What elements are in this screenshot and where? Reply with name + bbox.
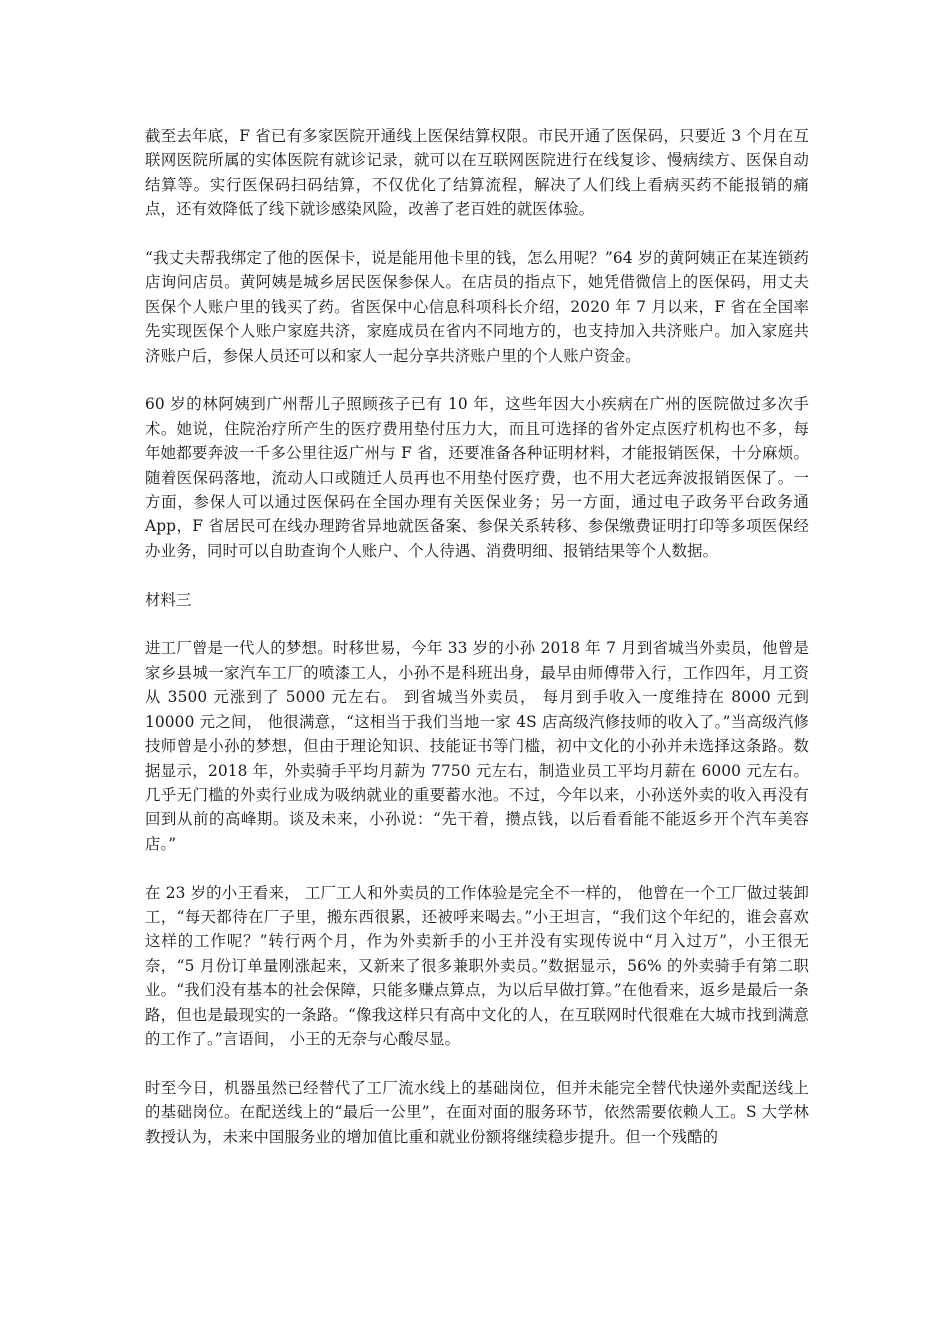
paragraph-xiaosun: 进工厂曾是一代人的梦想。时移世易，今年 33 岁的小孙 2018 年 7 月到省城当外卖员，他曾是家乡县城一家汽车工厂的喷漆工人，小孙不是科班出身，最早由师傅带入行，工作四年，月工资从 3500 元涨到了 5000 元左右。 到省城当外卖员， 每月到手收入一度维持在 8000 元到10000 元之间， 他很满意，“这相当于我们当地一家 4S 店高级汽修技师的收入了。”当高级汽修技师曾是小孙的梦想，但由于理论知识、技能证书等门槛，初中文化的小孙并未选择这条路。数据显示，2018 年，外卖骑手平均月薪为 7750 元左右，制造业员工平均月薪在 6000 元左右。几乎无门槛的外卖行业成为吸纳就业的重要蓄水池。不过，今年以来，小孙送外卖的收入再没有回到从前的高峰期。谈及未来，小孙说：“先干着，攒点钱，以后看看能不能返乡开个汽车美容店。” [145,639,809,853]
paragraph-family-account: “我丈夫帮我绑定了他的医保卡，说是能用他卡里的钱，怎么用呢？”64 岁的黄阿姨正在某连锁药店询问店员。黄阿姨是城乡居民医保参保人。在店员的指点下，她凭借微信上的医保码，用丈夫医保个人账户里的钱买了药。省医保中心信息科项科长介绍，2020 年 7 月以来，F 省在全国率先实现医保个人账户家庭共济，家庭成员在省内不同地方的，也支持加入共济账户。加入家庭共济账户后，参保人员还可以和家人一起分享共济账户里的个人账户资金。 [145,249,809,365]
paragraph-machines: 时至今日，机器虽然已经替代了工厂流水线上的基础岗位，但并未能完全替代快递外卖配送线上的基础岗位。在配送线上的“最后一公里”，在面对面的服务环节，依然需要依赖人工。S 大学林教授认为，未来中国服务业的增加值比重和就业份额将继续稳步提升。但一个残酷的 [145,1078,809,1146]
paragraph-cross-province: 60 岁的林阿姨到广州帮儿子照顾孩子已有 10 年，这些年因大小疾病在广州的医院做过多次手术。她说，住院治疗所产生的医疗费用垫付压力大，而且可选择的省外定点医疗机构也不多，每年她都要奔波一千多公里往返广州与 F 省，还要准备各种证明材料，才能报销医保，十分麻烦。随着医保码落地，流动人口或随迁人员再也不用垫付医疗费，也不用大老远奔波报销医保了。一方面，参保人可以通过医保码在全国办理有关医保业务；另一方面，通过电子政务平台政务通 App，F 省居民可在线办理跨省异地就医备案、参保关系转移、参保缴费证明打印等多项医保经办业务，同时可以自助查询个人账户、个人待遇、消费明细、报销结果等个人数据。 [145,395,809,560]
section-title: 材料三 [145,590,192,609]
document-page [145,124,809,1173]
paragraph-medical-settlement: 截至去年底，F 省已有多家医院开通线上医保结算权限。市民开通了医保码，只要近 3 个月在互联网医院所属的实体医院有就诊记录，就可以在互联网医院进行在线复诊、慢病续方、医保自动结算等。实行医保码扫码结算，不仅优化了结算流程，解决了人们线上看病买药不能报销的痛点，还有效降低了线下就诊感染风险，改善了老百姓的就医体验。 [145,127,809,219]
paragraph-xiaowang: 在 23 岁的小王看来， 工厂工人和外卖员的工作体验是完全不一样的， 他曾在一个工厂做过装卸工，“每天都待在厂子里，搬东西很累，还被呼来喝去。”小王坦言，“我们这个年纪的，谁会喜欢这样的工作呢？”转行两个月，作为外卖新手的小王并没有实现传说中“月入过万”，小王很无奈，“5 月份订单量刚涨起来，又新来了很多兼职外卖员。”数据显示，56% 的外卖骑手有第二职业。“我们没有基本的社会保障，只能多赚点算点，为以后早做打算。”在他看来，返乡是最后一条路，但也是最现实的一条路。“像我这样只有高中文化的人，在互联网时代很难在大城市找到满意的工作了。”言语间， 小王的无奈与心酸尽显。 [145,883,809,1048]
